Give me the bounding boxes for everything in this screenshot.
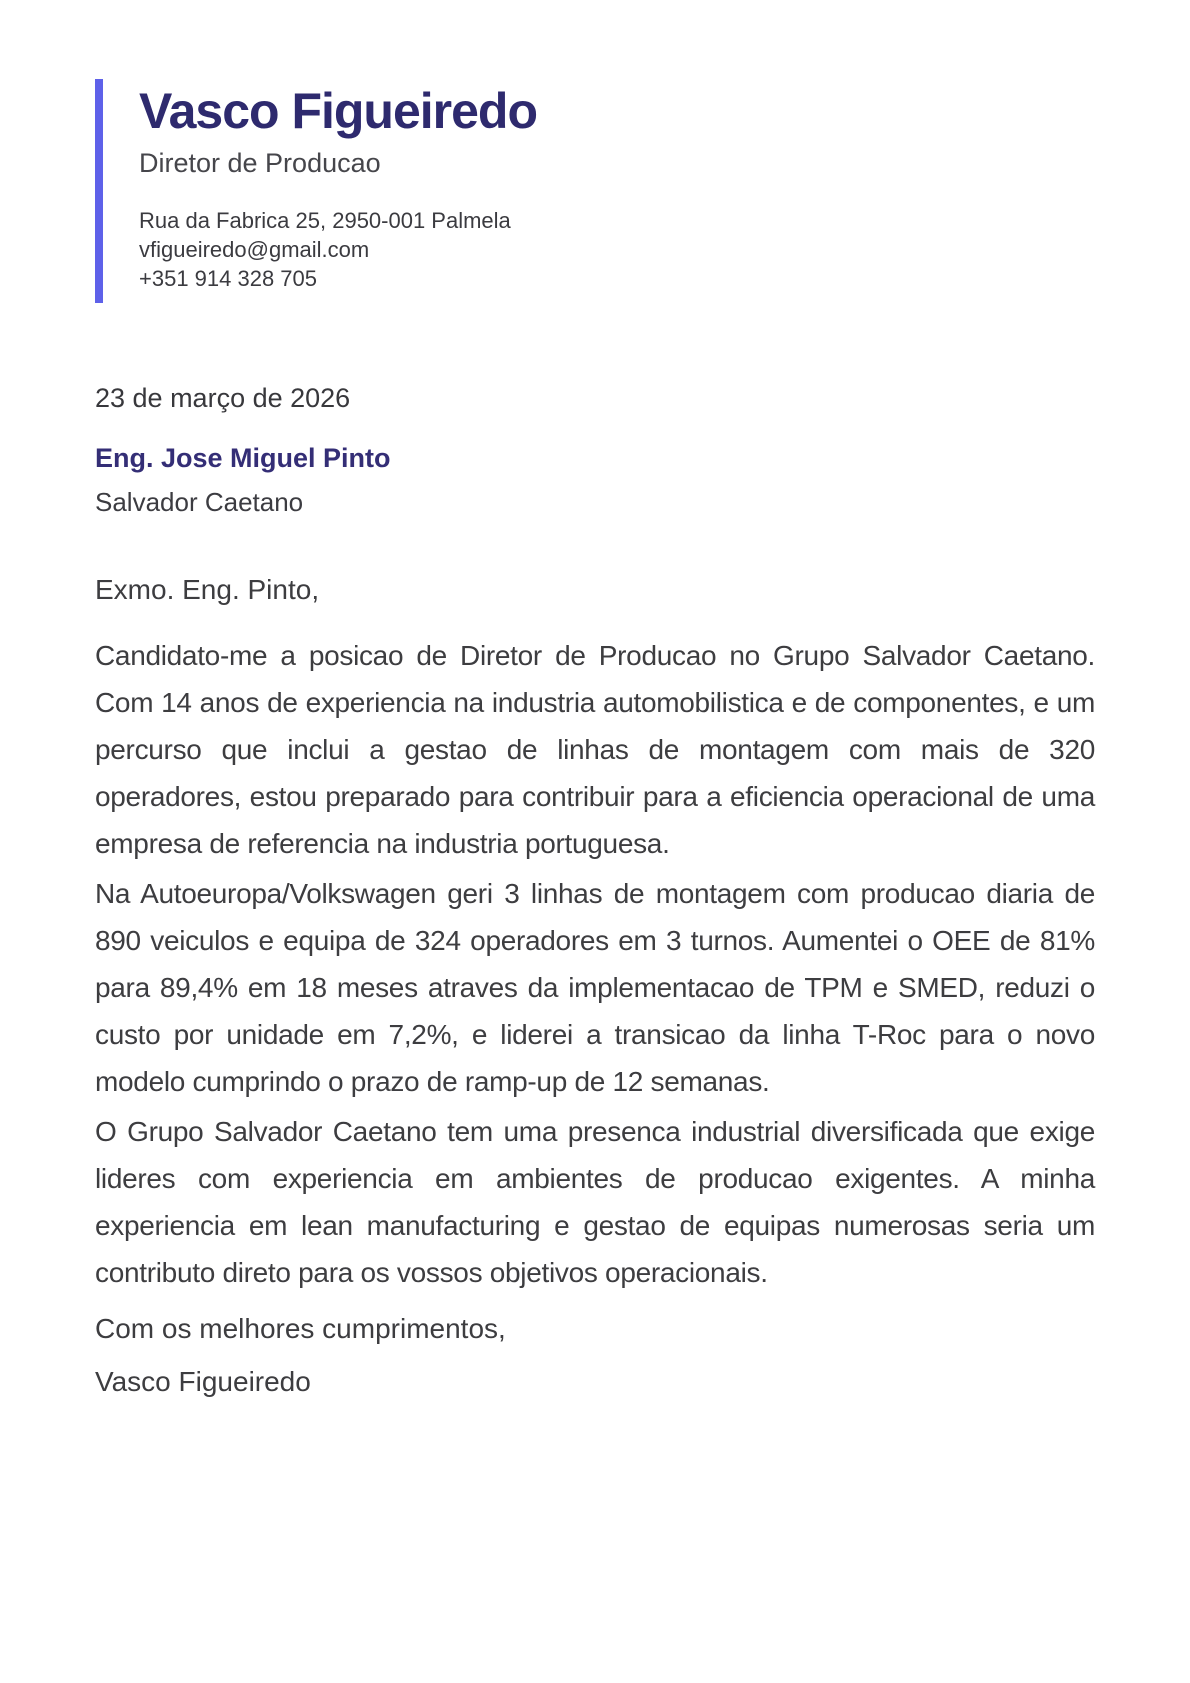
body-paragraph-3: O Grupo Salvador Caetano tem uma presenca industrial diversificada que exige lideres com experiencia em ambientes de producao exigentes. A minha experiencia em lean manufacturing e gestao de equipas numerosas seria um contributo direto para os vossos objetivos operacionais. [95, 1116, 1095, 1288]
body-paragraph-2: Na Autoeuropa/Volkswagen geri 3 linhas de montagem com producao diaria de 890 veiculos e equipa de 324 operadores em 3 turnos. Aumentei o OEE de 81% para 89,4% em 18 meses atraves da implementacao de TPM e SMED, reduzi o custo por unidade em 7,2%, e liderei a transicao da linha T-Roc para o novo modelo cumprindo o prazo de ramp-up de 12 semanas. [95, 878, 1095, 1097]
sender-address: Rua da Fabrica 25, 2950-001 Palmela [139, 208, 511, 233]
recipient-name: Eng. Jose Miguel Pinto [95, 443, 391, 473]
contact-block [139, 206, 1095, 293]
sender-name-heading: Vasco Figueiredo [139, 83, 538, 139]
sender-job-title: Diretor de Producao [139, 148, 381, 178]
recipient-company: Salvador Caetano [95, 487, 304, 517]
body-paragraph-1: Candidato-me a posicao de Diretor de Producao no Grupo Salvador Caetano. Com 14 anos de experiencia na industria automobilistica e de componentes, e um percurso que inclui a gestao de linhas de montagem com mais de 320 operadores, estou preparado para contribuir para a eficiencia operacional de uma empresa de referencia na industria portuguesa. [95, 640, 1095, 859]
letter-content [0, 79, 1190, 1405]
signature-name: Vasco Figueiredo [95, 1366, 311, 1397]
salutation: Exmo. Eng. Pinto, [95, 574, 320, 605]
sender-phone: +351 914 328 705 [139, 266, 318, 291]
sender-email: vfigueiredo@gmail.com [139, 237, 370, 262]
letter-date: 23 de março de 2026 [95, 383, 351, 413]
closing-line: Com os melhores cumprimentos, [95, 1313, 506, 1344]
letter-header [95, 79, 1095, 303]
recipient-block [95, 443, 1095, 518]
